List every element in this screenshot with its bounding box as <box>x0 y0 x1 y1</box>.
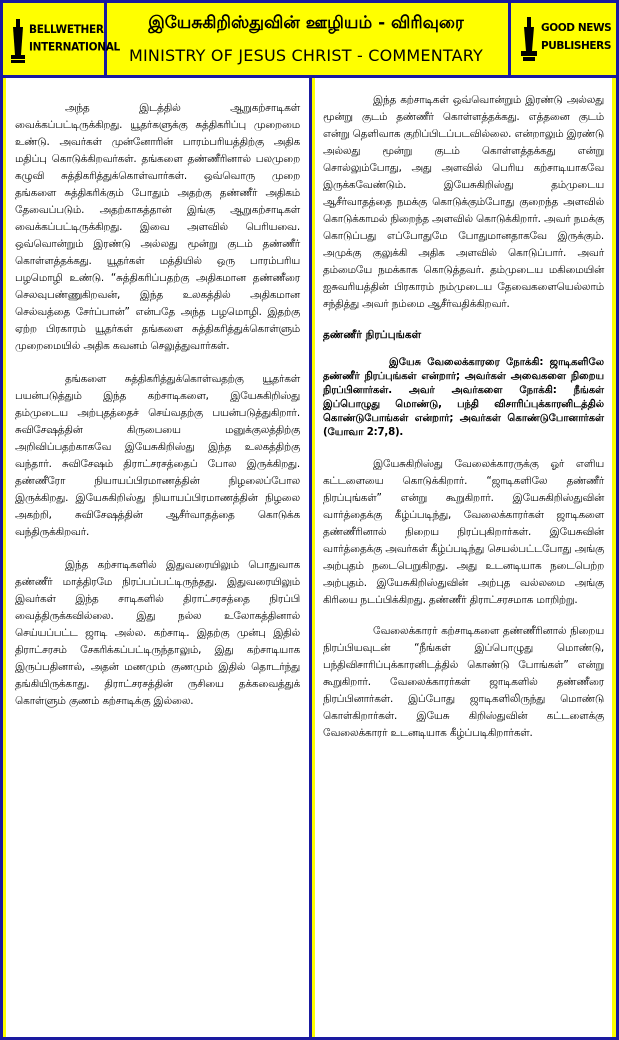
bellwether-logo-icon <box>11 19 25 63</box>
right-paragraph-1: இயேசுகிறிஸ்து வேலைக்காரருக்கு ஓர் எளிய கட்டளையை கொடுக்கிறார். “ஜாடிகளிலே தண்ணீர் நிரப்புங்கள்” என்று கூறுகிறார். இயேசுகிறிஸ்துவின் வார்த்தைக்கு கீழ்ப்படிந்து, வேலைக்காரர்கள் ஜாடிகளை தண்ணீரினால் நிறைய நிரப்புகிறார்கள். இயேசுவின் வார்த்தைக்கு அவர்கள் கீழ்ப்படிந்து செயல்பட்டபோது அங்கு அற்புதம் நடைபெறுகிறது. அது உடனடியாக நடைபெற்ற அற்புதம். இயேசுகிறிஸ்துவின் அற்புத வல்லமை அங்கு கிரியை நடப்பிக்கிறது. தண்ணீர் திராட்சரசமாக மாறிற்று. <box>323 458 604 606</box>
right-paragraph-2: வேலைக்காரர் கற்சாடிகளை தண்ணீரினால் நிறைய நிரப்பியவுடன் “நீங்கள் இப்பொழுது மொண்டு, பந்திவிசாரிப்புக்காரனிடத்தில் கொண்டு போங்கள்” என்று கூறுகிறார். வேலைக்காரர்கள் ஜாடிகளில் தண்ணீரை நிரப்பினார்கள். இப்போது ஜாடிகளிலிருந்து மொண்டு கொள்கிறார்கள். இயேசு கிறிஸ்துவின் கட்டளைக்கு வேலைக்காரர் உடனடியாக கீழ்ப்படிகிறார்கள். <box>323 625 604 739</box>
section-heading: தண்ணீர் நிரப்புங்கள் <box>323 329 422 341</box>
left-column <box>6 78 309 1037</box>
bellwether-line1: BELLWETHER <box>29 23 104 37</box>
right-column <box>315 78 612 1037</box>
good-news-logo <box>511 3 616 75</box>
right-intro-paragraph: இந்த கற்சாடிகள் ஒவ்வொன்றும் இரண்டு அல்லது மூன்று குடம் தண்ணீர் கொள்ளத்தக்கது. எத்தனை குடம் என்று தெளிவாக குறிப்பிடப்படவில்லை. என்றாலும் இரண்டு அல்லது மூன்று குடம் கொள்ளத்தக்கது என்று சொல்லும்போது, அது அளவில் பெரிய கற்சாடியாகவே இருக்கவேண்டும். இயேசுகிறிஸ்து தம்முடைய ஆசீர்வாதத்தை நமக்கு கொடுக்கும்போது குறைந்த அளவில் கொடுக்காமல் நிறைந்த அளவில் கொடுக்கிறார். அவர் நமக்கு கொடுப்பது எப்போதுமே போதுமானதாகவே இருக்கும். அமுக்கு குலுக்கி அதிக அளவில் கொடுப்பார். அவர் தம்மையே நமக்காக கொடுத்தவர். தம்முடைய மகிமையின் ஐசுவரியத்தின் பிரகாரம் நம்முடைய தேவைகளையெல்லாம் சந்தித்து அவர் நம்மை ஆசீர்வதிக்கிறவர். <box>323 94 604 310</box>
scripture-quote: இயேசு வேலைக்காரரை நோக்கி: ஜாடிகளிலே தண்ணீர் நிரப்புங்கள் என்றார்; அவர்கள் அவைகளை நிறைய நிரப்பினார்கள். அவர் அவர்களை நோக்கி: நீங்கள் இப்பொழுது மொண்டு, பந்தி விசாரிப்புக்காரனிடத்தில் கொண்டுபோங்கள் என்றார்; அவர்கள் கொண்டுபோனார்கள் (யோவா 2:7,8). <box>323 357 604 438</box>
header <box>3 3 616 75</box>
page-title-tamil: இயேசுகிறிஸ்துவின் ஊழியம் - விரிவுரை <box>148 13 464 33</box>
good-news-logo-text <box>541 19 611 55</box>
good-news-logo-icon <box>521 17 537 61</box>
left-paragraph-1: அந்த இடத்தில் ஆறுகற்சாடிகள் வைக்கப்பட்டிருக்கிறது. யூதர்களுக்கு சுத்திகரிப்பு முறைமை உண்டு. அவர்கள் முன்னோரின் பாரம்பரியத்திற்கு அதிக மதிப்பு கொடுக்கிறவர்கள். தங்களை தண்ணீரினால் பலமுறை கழுவி சுத்திகரித்துக்கொள்வார்கள். ஒவ்வொரு முறை தங்களை சுத்திகரிக்கும் போதும் அதற்கு தண்ணீர் அதிகம் தேவைப்படும். அதற்காகத்தான் இங்கு ஆறுகற்சாடிகள் வைக்கப்பட்டிருக்கிறது. இவை அளவில் பெரியவை. ஒவ்வொன்றும் இரண்டு அல்லது மூன்று குடம் தண்ணீர் கொள்ளத்தக்கது. யூதர்கள் மத்தியில் ஒரு பாரம்பரிய பழமொழி உண்டு. “சுத்திகரிப்பதற்கு அதிகமான தண்ணீரை செலவுபண்ணுகிறவன், இந்த உலகத்தில் அதிகமான செல்வத்தை சேர்ப்பான்” என்பதே அந்த பழமொழி. இதற்கு ஏற்ற பிரகாரம் யூதர்கள் தங்களை சுத்திகரித்துக்கொள்ளும் முறைமையில் அதிக கவனம் செலுத்துவார்கள். <box>15 102 300 352</box>
bellwether-line2: INTERNATIONAL <box>29 40 120 54</box>
good-news-line1: GOOD NEWS <box>541 22 612 34</box>
page-title-english: MINISTRY OF JESUS CHRIST - COMMENTARY <box>128 46 484 65</box>
title-block <box>107 3 511 75</box>
left-paragraph-2: தங்களை சுத்திகரித்துக்கொள்வதற்கு யூதர்கள் பயன்படுத்தும் இந்த கற்சாடிகளை, இயேசுகிறிஸ்து தம்முடைய அற்புதத்தைச் செய்வதற்கு பயன்படுத்துகிறார். சுவிசேஷத்தின் கிருபையை மனுக்குலத்திற்கு அறிவிப்பதற்காகவே இயேசுகிறிஸ்து இந்த உலகத்திற்கு வந்தார். சுவிசேஷம் திராட்சரசத்தைப் போல இருக்கிறது. தண்ணீரோ நியாயப்பிரமாணத்தின் நிழலைப்போல இருக்கிறது. இயேசுகிறிஸ்து நியாயப்பிரமாணத்தின் நிழலை அகற்றி, சுவிசேஷத்தின் ஆசீர்வாதத்தை கொடுக்க வந்திருக்கிறவர். <box>15 373 300 538</box>
left-paragraph-3: இந்த கற்சாடிகளில் இதுவரையிலும் பொதுவாக தண்ணீர் மாத்திரமே நிரப்பப்பட்டிருந்தது. இதுவரையிலும் இவர்கள் இந்த சாடிகளில் திராட்சரசத்தை நிரப்பி வைத்திருக்கவில்லை. இது நல்ல உலோகத்தினால் செய்யப்பட்ட ஜாடி அல்ல. கற்சாடி. இதற்கு முன்பு இதில் திராட்சரசம் சேகரிக்கப்பட்டிருந்தாலும், இது கற்சாடியாக இருப்பதினால், அதன் மணமும் குணமும் இதில் தொடர்ந்து தங்கியிருக்காது. திராட்சரசத்தின் ருசியை தக்கவைத்துக் கொள்ளும் குணம் கற்சாடிக்கு இல்லை. <box>15 559 300 707</box>
right-margin <box>612 78 616 1037</box>
bellwether-logo <box>3 3 120 75</box>
good-news-line2: PUBLISHERS <box>541 40 611 52</box>
